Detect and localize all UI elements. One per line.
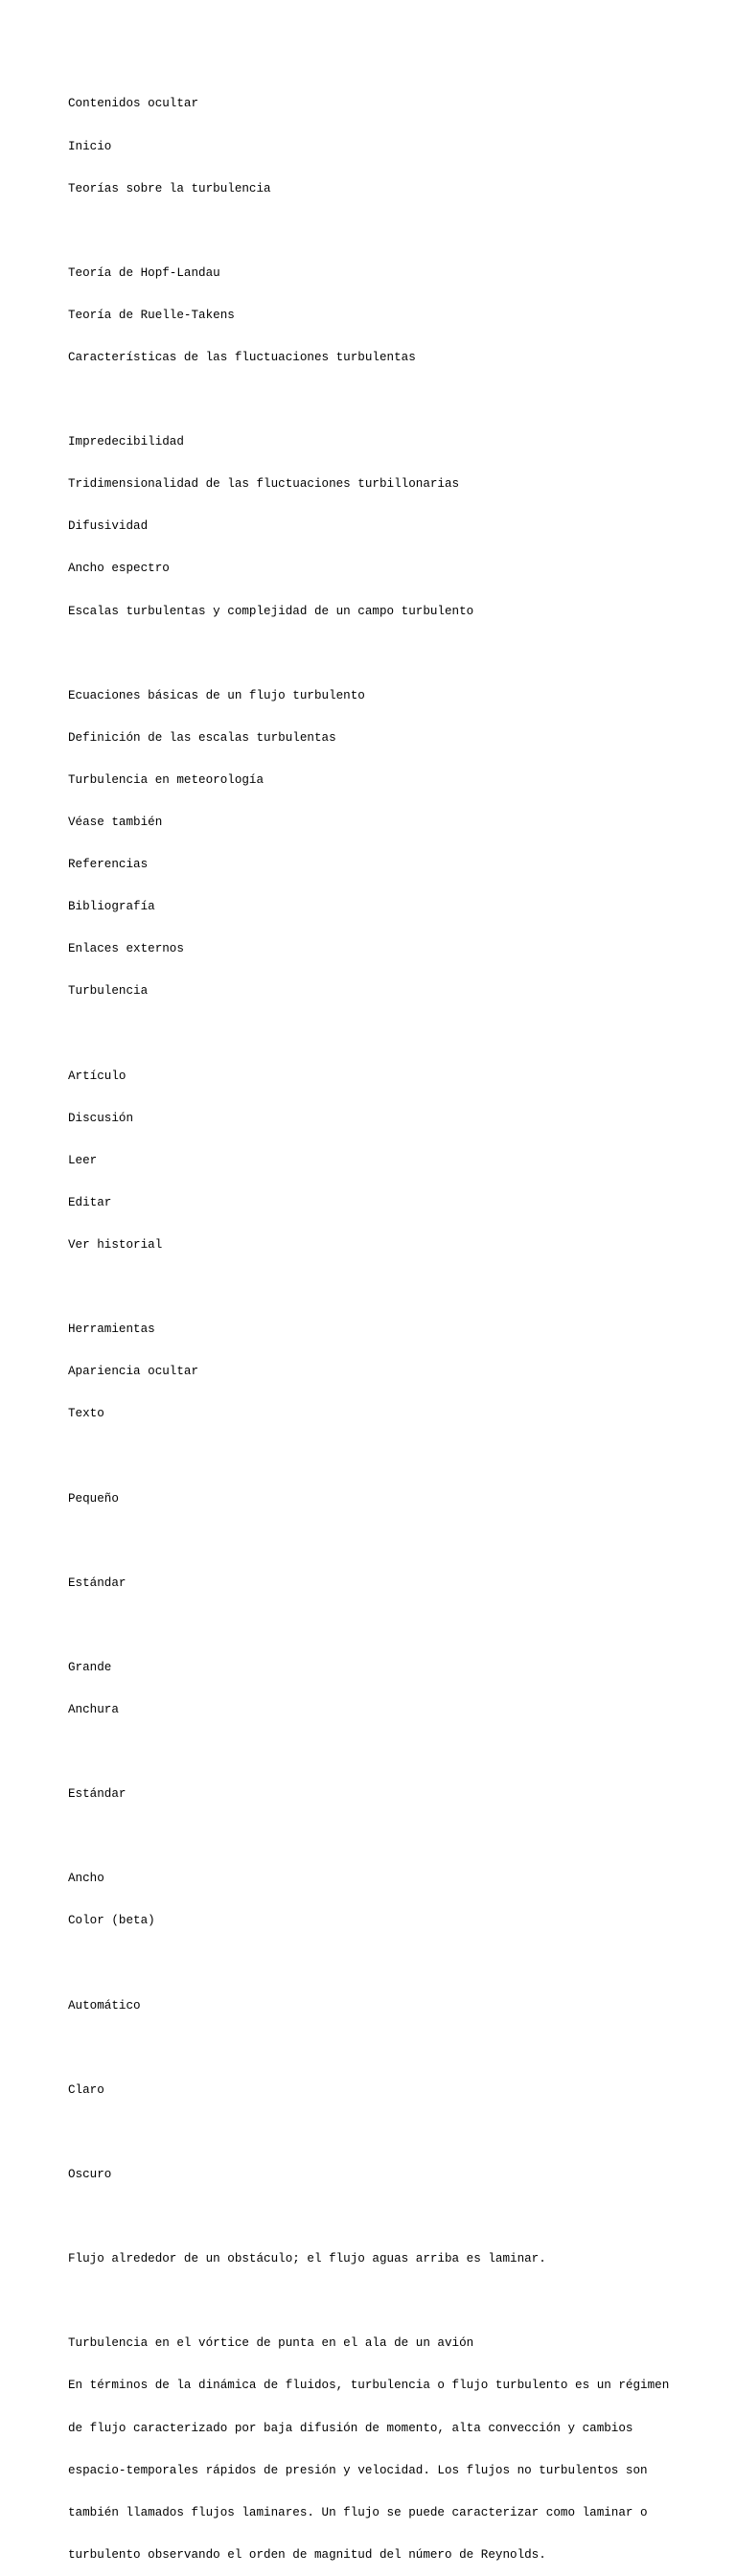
spacer [68, 224, 701, 239]
figure-caption-obstacle: Flujo alrededor de un obstáculo; el flujo aguas arriba es laminar. [68, 2252, 546, 2266]
text-size-option-large[interactable]: Grande [68, 1660, 112, 1674]
text-size-option-standard[interactable]: Estándar [68, 1576, 126, 1590]
intro-paragraph-line: también llamados flujos laminares. Un flujo se puede caracterizar como laminar o [68, 2505, 648, 2519]
spacer [68, 1829, 701, 1844]
spacer [68, 2126, 701, 2140]
spacer [68, 2210, 701, 2224]
width-option-wide[interactable]: Ancho [68, 1872, 104, 1886]
appearance-header[interactable]: Apariencia ocultar [68, 1365, 199, 1379]
text-size-label: Texto [68, 1407, 104, 1421]
figure-caption-vortex: Turbulencia en el vórtice de punta en el ala de un avión [68, 2336, 474, 2351]
toc-item-escalas-complejidad[interactable]: Escalas turbulentas y complejidad de un campo turbulento [68, 604, 474, 618]
toc-item-impredecibilidad[interactable]: Impredecibilidad [68, 435, 184, 449]
spacer [68, 1534, 701, 1549]
intro-paragraph-line: de flujo caracterizado por baja difusión de momento, alta convección y cambios [68, 2421, 633, 2435]
toc-header[interactable]: Contenidos ocultar [68, 97, 199, 111]
toc-item-ancho-espectro[interactable]: Ancho espectro [68, 562, 170, 576]
color-option-light[interactable]: Claro [68, 2082, 104, 2097]
action-leer[interactable]: Leer [68, 1153, 98, 1167]
toc-item-meteorologia[interactable]: Turbulencia en meteorología [68, 772, 264, 787]
toc-item-vease-tambien[interactable]: Véase también [68, 816, 163, 829]
toc-item-enlaces-externos[interactable]: Enlaces externos [68, 942, 184, 956]
color-option-dark[interactable]: Oscuro [68, 2168, 112, 2181]
tab-articulo[interactable]: Artículo [68, 1069, 126, 1083]
spacer [68, 1957, 701, 1971]
page-content [68, 69, 701, 2576]
intro-paragraph-line: espacio-temporales rápidos de presión y velocidad. Los flujos no turbulentos son [68, 2463, 648, 2477]
spacer [68, 2041, 701, 2056]
toc-item-caracteristicas[interactable]: Características de las fluctuaciones turbulentas [68, 350, 416, 364]
toc-item-tridimensionalidad[interactable]: Tridimensionalidad de las fluctuaciones turbillonarias [68, 477, 460, 492]
width-option-standard[interactable]: Estándar [68, 1787, 126, 1802]
toc-item-ecuaciones[interactable]: Ecuaciones básicas de un flujo turbulento [68, 688, 365, 702]
toc-item-ruelle-takens[interactable]: Teoría de Ruelle-Takens [68, 308, 235, 322]
tools-menu[interactable]: Herramientas [68, 1322, 155, 1337]
toc-item-hopf-landau[interactable]: Teoría de Hopf-Landau [68, 265, 220, 280]
action-editar[interactable]: Editar [68, 1195, 112, 1209]
spacer [68, 647, 701, 661]
spacer [68, 1745, 701, 1760]
spacer [68, 2294, 701, 2309]
toc-item-definicion-escalas[interactable]: Definición de las escalas turbulentas [68, 730, 336, 745]
toc-item-difusividad[interactable]: Difusividad [68, 519, 149, 534]
toc-item-referencias[interactable]: Referencias [68, 858, 149, 872]
toc-item-bibliografia[interactable]: Bibliografía [68, 900, 155, 914]
intro-paragraph-line: turbulento observando el orden de magnitud del número de Reynolds. [68, 2547, 546, 2562]
width-label: Anchura [68, 1702, 119, 1716]
toc-item-inicio[interactable]: Inicio [68, 139, 112, 153]
color-label: Color (beta) [68, 1914, 155, 1928]
spacer [68, 1619, 701, 1633]
tab-discusion[interactable]: Discusión [68, 1111, 134, 1125]
color-option-automatic[interactable]: Automático [68, 1998, 141, 2012]
spacer [68, 1449, 701, 1463]
spacer [68, 393, 701, 407]
spacer [68, 1280, 701, 1295]
spacer [68, 1026, 701, 1041]
intro-paragraph-line: En términos de la dinámica de fluidos, turbulencia o flujo turbulento es un régimen [68, 2379, 670, 2393]
toc-item-teorias[interactable]: Teorías sobre la turbulencia [68, 181, 271, 196]
article-title: Turbulencia [68, 984, 149, 999]
text-size-option-small[interactable]: Pequeño [68, 1491, 119, 1506]
action-ver-historial[interactable]: Ver historial [68, 1237, 163, 1252]
